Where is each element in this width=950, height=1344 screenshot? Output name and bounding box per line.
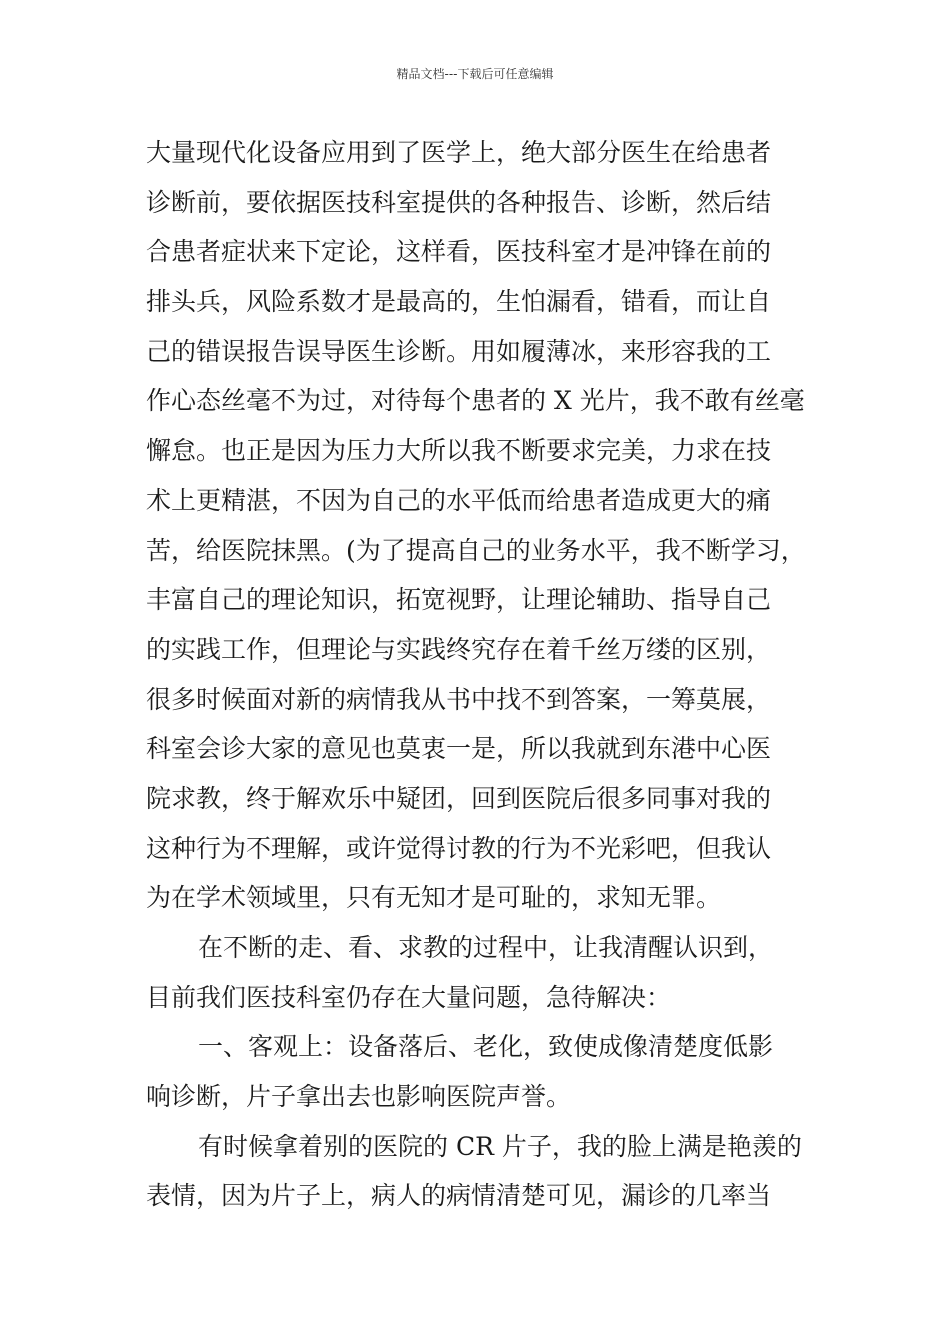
text-line: 科室会诊大家的意见也莫衷一是，所以我就到东港中心医 <box>146 734 772 764</box>
text-line: 懈怠。也正是因为压力大所以我不断要求完美，力求在技 <box>146 436 772 466</box>
text-line: 目前我们医技科室仍存在大量问题，急待解决： <box>146 982 672 1012</box>
text-line: 己的错误报告误导医生诊断。用如履薄冰，来形容我的工 <box>146 336 772 366</box>
page-header: 精品文档---下载后可任意编辑 <box>396 67 554 81</box>
text-line: 为在学术领域里，只有无知才是可耻的，求知无罪。 <box>146 883 722 913</box>
text-line: 很多时候面对新的病情我从书中找不到答案，一筹莫展， <box>146 684 772 714</box>
text-line: 大量现代化设备应用到了医学上，绝大部分医生在给患者 <box>146 138 772 167</box>
text-line: 术上更精湛，不因为自己的水平低而给患者造成更大的痛 <box>146 485 772 515</box>
text-line: 表情，因为片子上，病人的病情清楚可见，漏诊的几率当 <box>146 1181 772 1211</box>
text-line: 苦，给医院抹黑。(为了提高自己的业务水平，我不断学习， <box>146 535 806 565</box>
text-line: 响诊断，片子拿出去也影响医院声誉。 <box>146 1082 572 1112</box>
paragraph-first-line: 一、客观上：设备落后、老化，致使成像清楚度低影 <box>198 1032 774 1062</box>
document-body <box>146 128 816 1221</box>
text-line: 作心态丝毫不为过，对待每个患者的 X 光片，我不敢有丝毫 <box>146 386 805 416</box>
text-line: 院求教，终于解欢乐中疑团，回到医院后很多同事对我的 <box>146 783 772 813</box>
text-line: 丰富自己的理论知识，拓宽视野，让理论辅助、指导自己 <box>146 585 772 615</box>
text-line: 这种行为不理解，或许觉得讨教的行为不光彩吧，但我认 <box>146 833 772 863</box>
text-line: 的实践工作，但理论与实践终究存在着千丝万缕的区别， <box>146 634 772 664</box>
text-line: 合患者症状来下定论，这样看，医技科室才是冲锋在前的 <box>146 237 772 267</box>
text-line: 排头兵，风险系数才是最高的，生怕漏看，错看，而让自 <box>146 287 772 317</box>
paragraph-first-line: 有时候拿着别的医院的 CR 片子，我的脸上满是艳羡的 <box>198 1131 802 1161</box>
paragraph-first-line: 在不断的走、看、求教的过程中，让我清醒认识到， <box>198 933 774 962</box>
text-line: 诊断前，要依据医技科室提供的各种报告、诊断，然后结 <box>146 187 772 217</box>
